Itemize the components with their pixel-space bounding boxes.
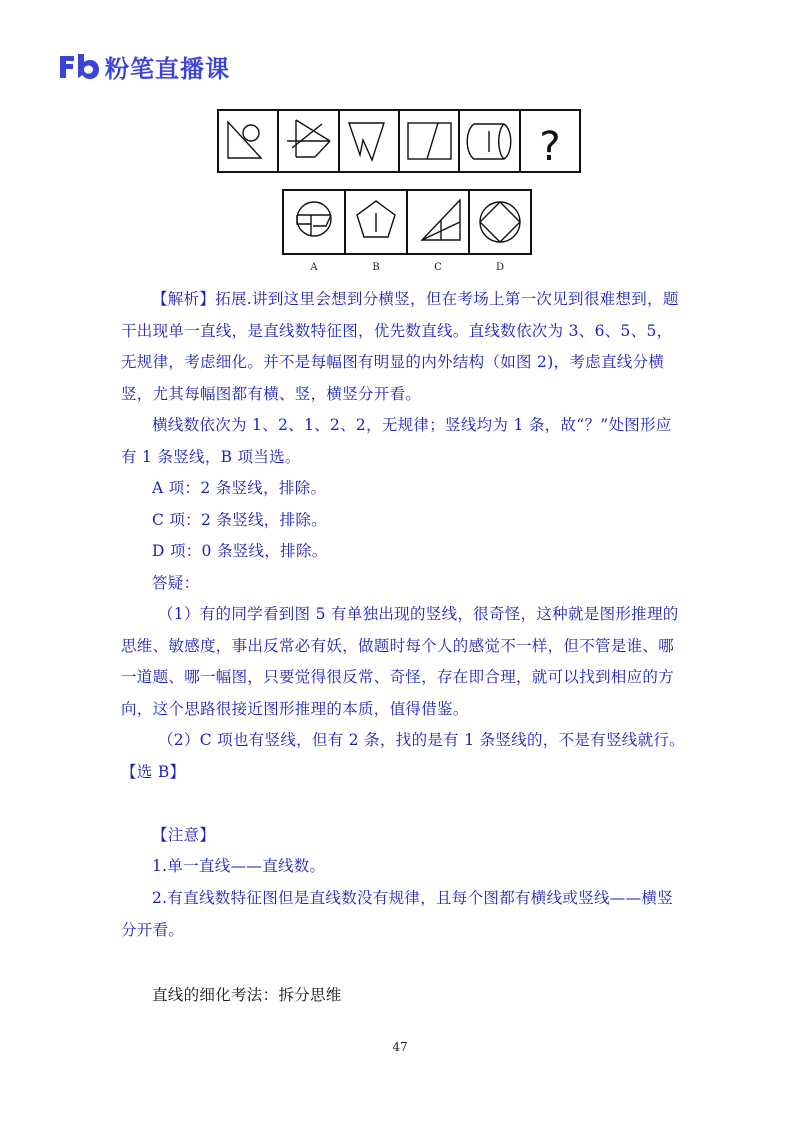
option-c-shape xyxy=(422,200,460,240)
logo-text: 粉笔直播课 xyxy=(105,54,230,83)
note-item-1: 1.单一直线——直线数。 xyxy=(152,857,326,875)
option-label-d: D xyxy=(495,262,505,273)
question-mark: ? xyxy=(539,124,561,170)
option-label-c: C xyxy=(434,262,442,273)
page-number: 47 xyxy=(392,1040,408,1054)
figure-3-shape xyxy=(349,123,384,160)
option-b-shape xyxy=(357,201,395,237)
option-d-note: D 项：0 条竖线，排除。 xyxy=(152,542,328,560)
analysis-paragraph-1: 【解析】拓展.讲到这里会想到分横竖，但在考场上第一次见到很难想到，题干出现单一直线，是直线数特征图，优先数直线。直线数依次为 3、6、5、5，无规律，考虑细化。并不是每幅图有明显的内外结构（如图 2)，考虑直线分横竖，尤其每幅图都有横、竖，横竖分开看。 xyxy=(121,290,679,403)
note-item-2: 2.有直线数特征图但是直线数没有规律，且每个图都有横线或竖线——横竖分开看。 xyxy=(121,889,673,939)
figure-2-shape xyxy=(287,120,330,157)
option-label-b: B xyxy=(372,262,380,273)
qa-paragraph-1: （1）有的同学看到图 5 有单独出现的竖线，很奇怪，这种就是图形推理的思维、敏感度，事出反常必有妖，做题时每个人的感觉不一样，但不管是谁、哪一道题、哪一幅图，只要觉得很反常、奇怪，存在即合理，就可以找到相应的方向，这个思路很接近图形推理的本质，值得借鉴。 xyxy=(121,605,679,718)
note-title: 【注意】 xyxy=(152,826,216,844)
option-a-note: A 项：2 条竖线，排除。 xyxy=(152,479,327,497)
option-a-shape xyxy=(297,202,331,236)
section-line: 直线的细化考法：拆分思维 xyxy=(152,986,342,1004)
figure-5-shape xyxy=(467,124,511,159)
analysis-paragraph-2: 横线数依次为 1、2、1、2、2，无规律；竖线均为 1 条，故“？”处图形应有 1 条竖线，B 项当选。 xyxy=(121,416,672,466)
figure-4-shape xyxy=(408,123,451,159)
option-label-a: A xyxy=(310,262,318,273)
figure-1-shape xyxy=(228,122,261,158)
puzzle-figure xyxy=(0,0,800,290)
qa-paragraph-2: （2）C 项也有竖线，但有 2 条，找的是有 1 条竖线的，不是有竖线就行。【选 B】 xyxy=(121,731,685,781)
qa-label: 答疑： xyxy=(152,574,200,592)
option-d-shape xyxy=(480,202,520,242)
option-c-note: C 项：2 条竖线，排除。 xyxy=(152,511,327,529)
